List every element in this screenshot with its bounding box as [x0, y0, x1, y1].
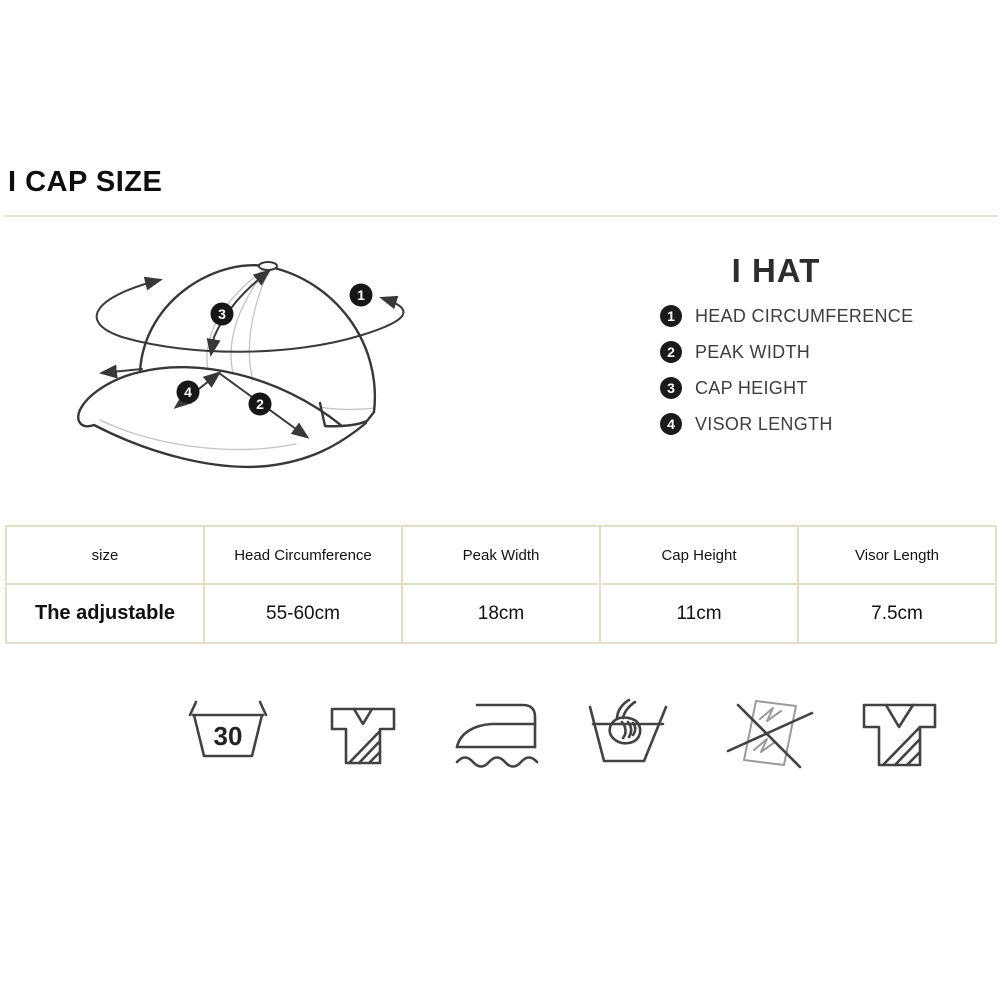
header-peak-width: Peak Width	[402, 526, 600, 584]
svg-text:3: 3	[218, 306, 226, 322]
cell-visor-length: 7.5cm	[798, 584, 996, 643]
do-not-wring-icon	[720, 693, 820, 778]
cell-head-circumference: 55-60cm	[204, 584, 402, 643]
legend-item-cap-height	[660, 377, 950, 399]
svg-text:4: 4	[184, 384, 192, 400]
legend-item-head-circumference	[660, 305, 950, 327]
legend-label: PEAK WIDTH	[695, 341, 811, 362]
hat-legend-heading: I HAT	[731, 252, 821, 289]
legend-item-peak-width	[660, 341, 950, 363]
header-head-circumference: Head Circumference	[204, 526, 402, 584]
legend-label: CAP HEIGHT	[695, 377, 808, 398]
legend-badge-3: 3	[660, 377, 682, 399]
hand-wash-icon	[577, 693, 677, 778]
legend-label: HEAD CIRCUMFERENCE	[695, 305, 914, 326]
title-divider	[4, 215, 998, 217]
shirt-hatch-icon	[318, 693, 408, 778]
iron-steam-icon	[447, 693, 547, 778]
header-size: size	[6, 526, 204, 584]
cell-size: The adjustable	[6, 584, 204, 643]
marker-3	[211, 303, 234, 326]
legend-label: VISOR LENGTH	[695, 413, 833, 434]
legend-item-visor-length	[660, 413, 950, 435]
cap-top-button	[259, 262, 277, 270]
svg-text:30: 30	[213, 721, 243, 751]
marker-2	[249, 393, 272, 416]
legend-badge-2: 2	[660, 341, 682, 363]
marker-4	[177, 381, 200, 404]
shirt-hatch-large-icon	[852, 693, 947, 778]
size-table	[5, 525, 997, 644]
header-cap-height: Cap Height	[600, 526, 798, 584]
legend-badge-4: 4	[660, 413, 682, 435]
cap-diagram-illustration	[30, 240, 450, 470]
page-title: I CAP SIZE	[8, 166, 163, 198]
header-visor-length: Visor Length	[798, 526, 996, 584]
hat-legend	[660, 252, 950, 449]
cell-peak-width: 18cm	[402, 584, 600, 643]
machine-wash-30-icon	[183, 693, 273, 778]
marker-1	[350, 284, 373, 307]
legend-badge-1: 1	[660, 305, 682, 327]
size-table-data-row	[6, 584, 996, 643]
size-table-header-row	[6, 526, 996, 584]
svg-text:2: 2	[256, 396, 264, 412]
cell-cap-height: 11cm	[600, 584, 798, 643]
svg-text:1: 1	[357, 287, 365, 303]
